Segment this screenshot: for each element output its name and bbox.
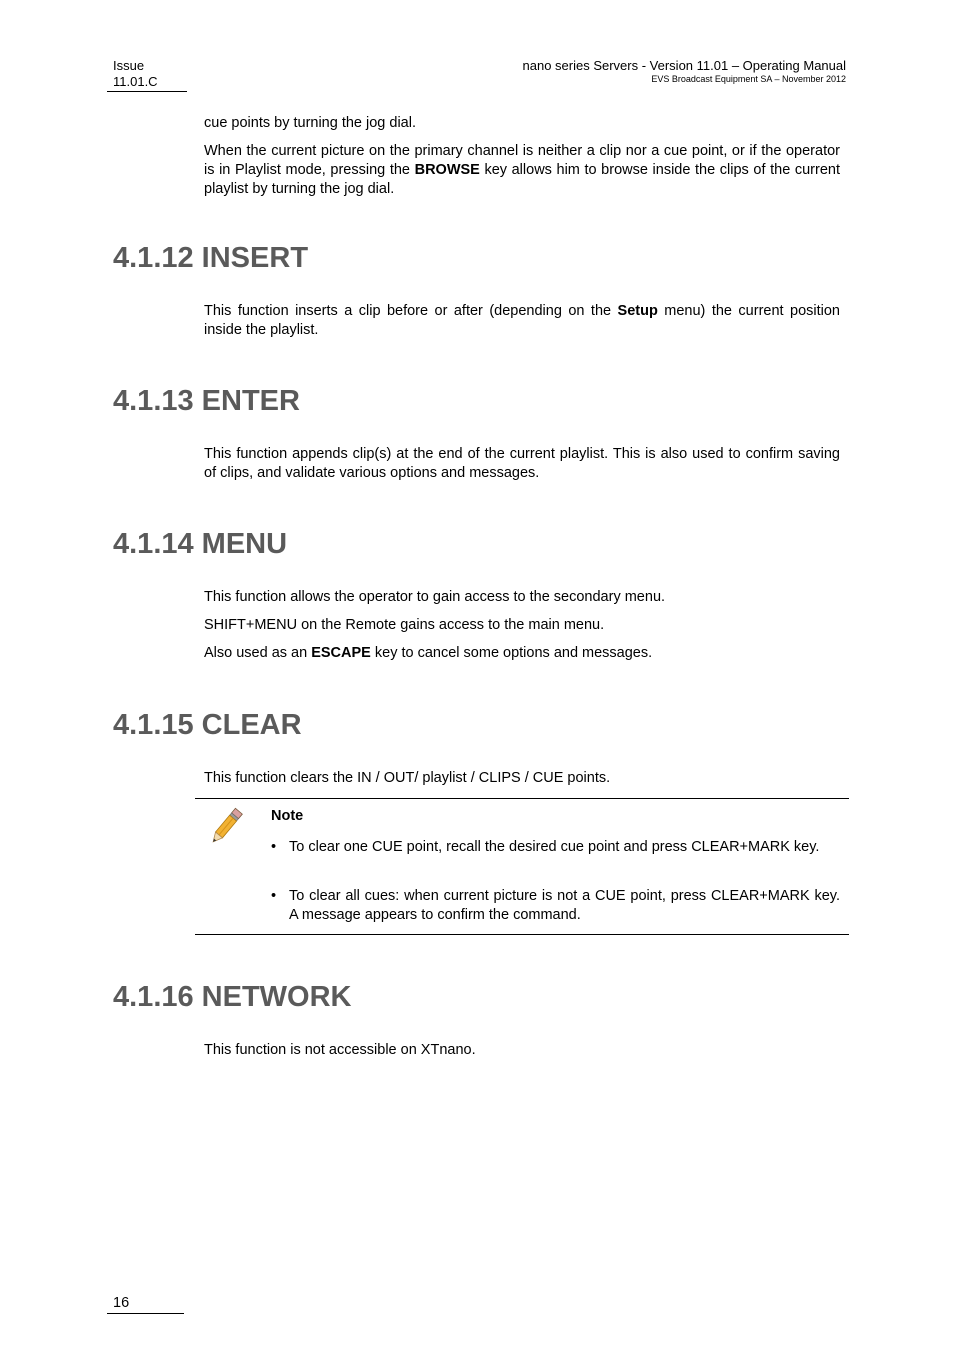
- header-rule: [107, 91, 187, 92]
- issue-number: 11.01.C: [113, 74, 158, 89]
- bullet-icon: •: [271, 839, 277, 855]
- note-bullet-text-1: To clear one CUE point, recall the desired cue point and press CLEAR+MARK key.: [289, 839, 820, 855]
- menu-paragraph-1: This function allows the operator to gain access to the secondary menu.: [204, 589, 666, 605]
- note-title: Note: [271, 808, 304, 824]
- page-number: 16: [113, 1295, 130, 1311]
- note-bullet-text-2: To clear all cues: when current picture is not a CUE point, press CLEAR+MARK key. A message appears to confirm the command.: [289, 888, 840, 923]
- menu-paragraph-2: SHIFT+MENU on the Remote gains access to the main menu.: [204, 617, 605, 633]
- network-paragraph: This function is not accessible on XTnano.: [204, 1042, 476, 1058]
- heading-menu: 4.1.14 MENU: [113, 528, 288, 560]
- pencil-icon: [204, 806, 246, 848]
- clear-paragraph: This function clears the IN / OUT/ playlist / CLIPS / CUE points.: [204, 770, 611, 786]
- enter-paragraph: This function appends clip(s) at the end of the current playlist. This is also used to confirm saving of clips, and validate various options and messages.: [204, 446, 840, 481]
- heading-network: 4.1.16 NETWORK: [113, 981, 352, 1013]
- note-bullet-2: [271, 887, 840, 925]
- note-bullet-1: [271, 838, 840, 857]
- document-subtitle: EVS Broadcast Equipment SA – November 2012: [651, 74, 846, 84]
- intro-paragraph-1: cue points by turning the jog dial.: [204, 115, 416, 131]
- escape-key-label: ESCAPE: [311, 645, 371, 661]
- heading-clear: 4.1.15 CLEAR: [113, 709, 302, 741]
- heading-insert: 4.1.12 INSERT: [113, 242, 309, 274]
- heading-enter: 4.1.13 ENTER: [113, 385, 300, 417]
- insert-paragraph: This function inserts a clip before or after (depending on the Setup menu) the current position inside the playlist.: [204, 303, 840, 338]
- note-bottom-rule: [195, 934, 849, 935]
- menu-paragraph-3: Also used as an ESCAPE key to cancel some options and messages.: [204, 645, 653, 661]
- note-top-rule: [195, 798, 849, 799]
- browse-key-label: BROWSE: [414, 162, 480, 178]
- document-title: nano series Servers - Version 11.01 – Operating Manual: [522, 58, 846, 73]
- footer-rule: [107, 1313, 184, 1314]
- bullet-icon: •: [271, 888, 277, 904]
- issue-label: Issue: [113, 58, 145, 73]
- setup-label: Setup: [617, 303, 658, 319]
- intro-paragraph-2: When the current picture on the primary channel is neither a clip nor a cue point, or if the operator is in Playlist mode, pressing the BROWSE key allows him to browse inside the clips of the current playlist by turning the jog dial.: [204, 143, 840, 197]
